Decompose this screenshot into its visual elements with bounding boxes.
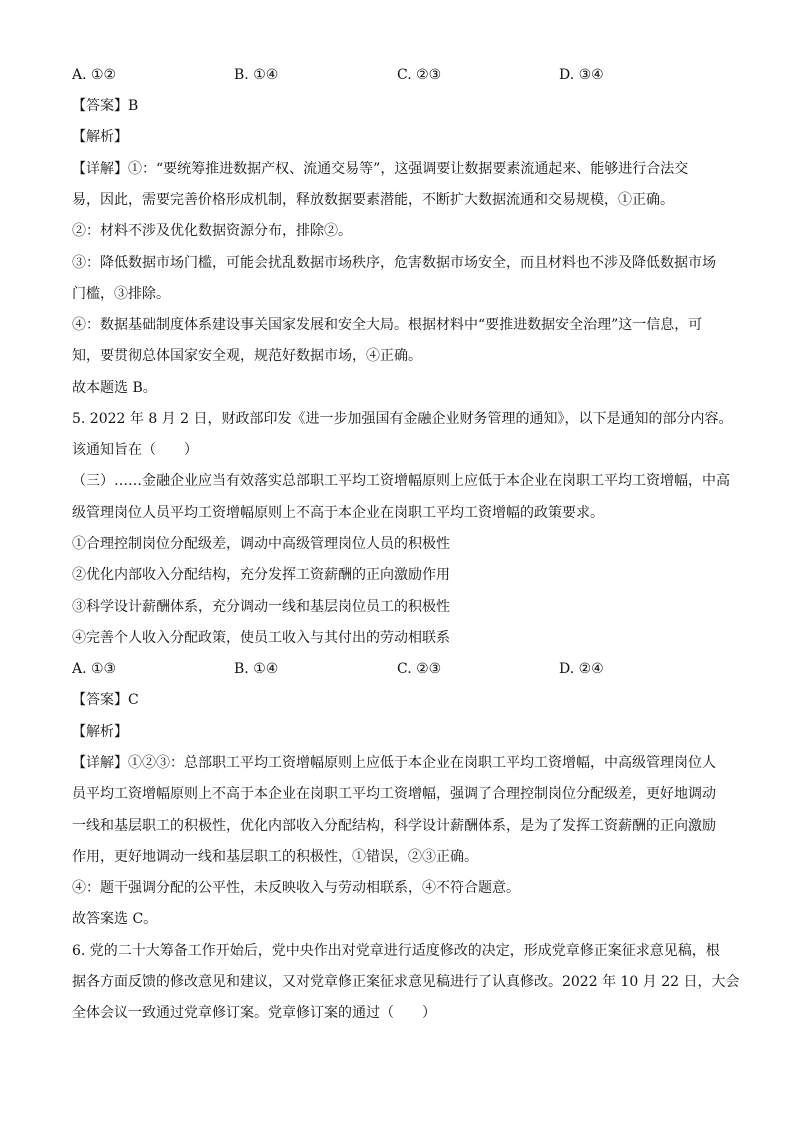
q5-analysis-line: 【详解】①②③：总部职工平均工资增幅原则上应低于本企业在岗职工平均工资增幅，中高级管理岗位人 bbox=[72, 755, 716, 771]
q4-analysis-line: ③：降低数据市场门槛，可能会扰乱数据市场秩序，危害数据市场安全，而且材料也不涉及降低数据市场 bbox=[72, 255, 716, 271]
q5-options bbox=[72, 659, 732, 679]
q4-options bbox=[72, 65, 732, 85]
q5-option-a: A. ①③ bbox=[72, 661, 117, 677]
q5-analysis-line: 一线和基层职工的积极性，优化内部收入分配结构，科学设计薪酬体系，是为了发挥工资薪酬的正向激励 bbox=[72, 818, 716, 834]
q5-analysis-line: 作用，更好地调动一线和基层职工的积极性，①错误，②③正确。 bbox=[72, 849, 478, 865]
q5-statement-1: ①合理控制岗位分配级差，调动中高级管理岗位人员的积极性 bbox=[72, 536, 450, 552]
q4-option-b: B. ①④ bbox=[234, 67, 279, 83]
q4-analysis-line: 易，因此，需要完善价格形成机制，释放数据要素潜能，不断扩大数据流通和交易规模，①正确。 bbox=[72, 192, 674, 208]
q5-material-line: 级管理岗位人员平均工资增幅原则上不高于本企业在岗职工平均工资增幅的政策要求。 bbox=[72, 505, 604, 521]
q5-analysis-line: 员平均工资增幅原则上不高于本企业在岗职工平均工资增幅，强调了合理控制岗位分配级差，更好地调动 bbox=[72, 786, 716, 802]
q4-option-d: D. ③④ bbox=[559, 67, 604, 83]
q5-statement-3: ③科学设计薪酬体系，充分调动一线和基层岗位员工的积极性 bbox=[72, 599, 450, 615]
q5-analysis-label: 【解析】 bbox=[72, 724, 128, 740]
q5-option-d: D. ②④ bbox=[559, 661, 604, 677]
q4-analysis-label: 【解析】 bbox=[72, 129, 128, 145]
q5-analysis-line: ④：题干强调分配的公平性，未反映收入与劳动相联系，④不符合题意。 bbox=[72, 880, 520, 896]
q4-analysis-line: 知，要贯彻总体国家安全观，规范好数据市场，④正确。 bbox=[72, 348, 422, 364]
q4-option-a: A. ①② bbox=[72, 67, 117, 83]
q5-option-c: C. ②③ bbox=[397, 661, 442, 677]
q4-analysis-line: 门槛，③排除。 bbox=[72, 286, 170, 302]
q5-statement-2: ②优化内部收入分配结构，充分发挥工资薪酬的正向激励作用 bbox=[72, 567, 450, 583]
q5-answer: 【答案】C bbox=[72, 692, 139, 708]
q5-statement-4: ④完善个人收入分配政策，使员工收入与其付出的劳动相联系 bbox=[72, 630, 450, 646]
q4-analysis-line: ④：数据基础制度体系建设事关国家发展和安全大局。根据材料中“要推进数据安全治理”这一信息，可 bbox=[72, 317, 703, 333]
q6-stem-line: 全体会议一致通过党章修订案。党章修订案的通过（ ） bbox=[72, 1005, 436, 1021]
q4-answer: 【答案】B bbox=[72, 98, 139, 114]
q5-conclusion: 故答案选 C。 bbox=[72, 911, 158, 927]
q4-option-c: C. ②③ bbox=[397, 67, 442, 83]
q4-analysis-line: 【详解】①：“要统筹推进数据产权、流通交易等”，这强调要让数据要素流通起来、能够进行合法交 bbox=[72, 161, 689, 177]
q5-stem-line: 该通知旨在（ ） bbox=[72, 442, 198, 458]
q5-material-line: （三）……金融企业应当有效落实总部职工平均工资增幅原则上应低于本企业在岗职工平均工资增幅，中高 bbox=[72, 473, 730, 489]
q5-option-b: B. ①④ bbox=[234, 661, 279, 677]
q6-stem-line: 6. 党的二十大筹备工作开始后，党中央作出对党章进行适度修改的决定，形成党章修正案征求意见稿，根 bbox=[72, 943, 720, 959]
q5-stem-line: 5. 2022 年 8 月 2 日，财政部印发《进一步加强国有金融企业财务管理的通知》，以下是通知的部分内容。 bbox=[72, 411, 733, 427]
q6-stem-line: 据各方面反馈的修改意见和建议，又对党章修正案征求意见稿进行了认真修改。2022 年 10 月 22 日，大会 bbox=[72, 974, 740, 990]
q4-analysis-line: ②：材料不涉及优化数据资源分布，排除②。 bbox=[72, 223, 352, 239]
q4-conclusion: 故本题选 B。 bbox=[72, 380, 157, 396]
